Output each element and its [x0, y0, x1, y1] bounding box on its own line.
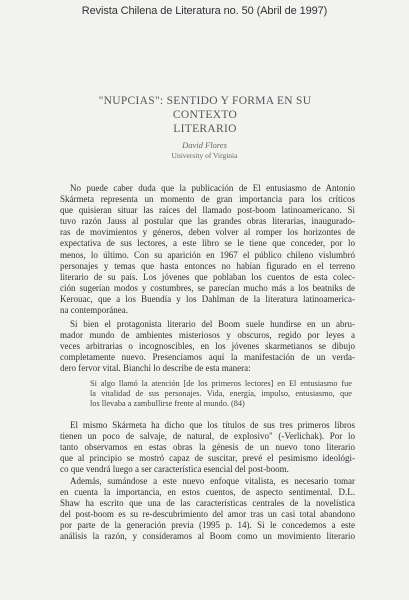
paragraph-1 — [60, 183, 355, 316]
text-line: mador mundo de ambientes misteriosos y obscuros, regido por leyes a — [60, 330, 355, 341]
text-line: ción sugerían modos y costumbres, se parecían mucho más a los beatniks de — [60, 282, 355, 293]
text-line: en cuenta la importancia, en estos cuentos, de aspecto sentimental. D.L. — [60, 487, 355, 498]
journal-header: Revista Chilena de Literatura no. 50 (Abril de 1997) — [81, 5, 328, 17]
quote-line: los llevaba a zambullirse frente al mundo. (84) — [90, 399, 245, 409]
quote-line: la vitalidad de sus personajes. Vida, energía, impulso, entusiasmo, que — [90, 389, 352, 399]
text-line: completamente nuevo. Presenciamos aquí la manifestación de un verda- — [60, 352, 355, 363]
text-line: na contemporánea. — [60, 305, 128, 316]
article-title — [70, 94, 340, 136]
text-line: del post-boom es su re-descubrimiento del amor tras un casi total abandono — [60, 509, 355, 520]
article-author: David Flores — [182, 140, 227, 150]
text-line: que al principio se mostró capaz de suscitar, prevé el pesimismo ideológi- — [60, 453, 355, 464]
text-line: ras de movimientos y géneros, deben volver al romper los horizontes de — [60, 227, 355, 238]
text-line: Skármeta representa un momento de gran importancia para los críticos — [60, 194, 355, 205]
text-line: análisis la razón, y consideramos al Boom como un movimiento literario — [60, 531, 355, 542]
text-line: dero fervor vital. Bianchi lo describe de esta manera: — [60, 363, 251, 374]
text-line: Si bien el protagonista literario del Boom suele hundirse en un abru- — [70, 319, 355, 329]
text-line: tienen un poco de salvaje, de natural, de explosivo" (-Verlichak). Por lo — [60, 431, 355, 442]
text-line: personajes y temas que hasta entonces no habían figurado en el terreno — [60, 260, 355, 271]
text-line: No puede caber duda que la publicación de El entusiasmo de Antonio — [70, 183, 355, 193]
author-affiliation: University of Virginia — [171, 151, 238, 160]
quote-line: Si algo llamó la atención [de los primeros lectores] en El entusiasmo fue — [90, 379, 352, 388]
paragraph-4 — [60, 476, 355, 543]
text-line: expectativa de sus lectores, a este libro se le tiene que conceder, por lo — [60, 238, 355, 249]
text-line: co que vendrá luego a ser característica esencial del post-boom. — [60, 464, 289, 475]
text-line: literario de su país. Los jóvenes que poblaban los cuentos de esta colec- — [60, 271, 355, 282]
block-quote — [90, 379, 352, 410]
text-line: tuvo razón Jauss al postular que las grandes obras literarias, inaugurado- — [60, 216, 355, 227]
text-line: veces arbitrarias o incognoscibles, en los jóvenes skarmetianos se dibujo — [60, 341, 355, 352]
text-line: menos, lo último. Con su aparición en 1967 el público chileno vislumbró — [60, 249, 355, 260]
paragraph-2 — [60, 319, 355, 374]
text-line: que quisieran situar las raíces del llamado post-boom latinoamericano. Si — [60, 205, 355, 216]
paragraph-3 — [60, 420, 355, 475]
text-line: El mismo Skármeta ha dicho que los títulos de sus tres primeros libros — [70, 420, 355, 430]
text-line: Shaw ha escrito que una de las características centrales de la novelística — [60, 498, 355, 509]
article-title-line: "NUPCIAS": SENTIDO Y FORMA EN SU CONTEXTO — [98, 95, 312, 121]
text-line: Kerouac, que a los Buendía y los Dahlman de la literatura latinoamerica- — [60, 293, 355, 304]
text-line: por parte de la generación previa (1995 p. 14). Si le concedemos a este — [60, 520, 355, 531]
article-title-line: LITERARIO — [173, 123, 237, 135]
text-line: tanto observamos en estas obras la génesis de un nuevo tono literario — [60, 442, 355, 453]
text-line: Además, sumándose a este nuevo enfoque vitalista, es necesario tomar — [70, 476, 355, 486]
